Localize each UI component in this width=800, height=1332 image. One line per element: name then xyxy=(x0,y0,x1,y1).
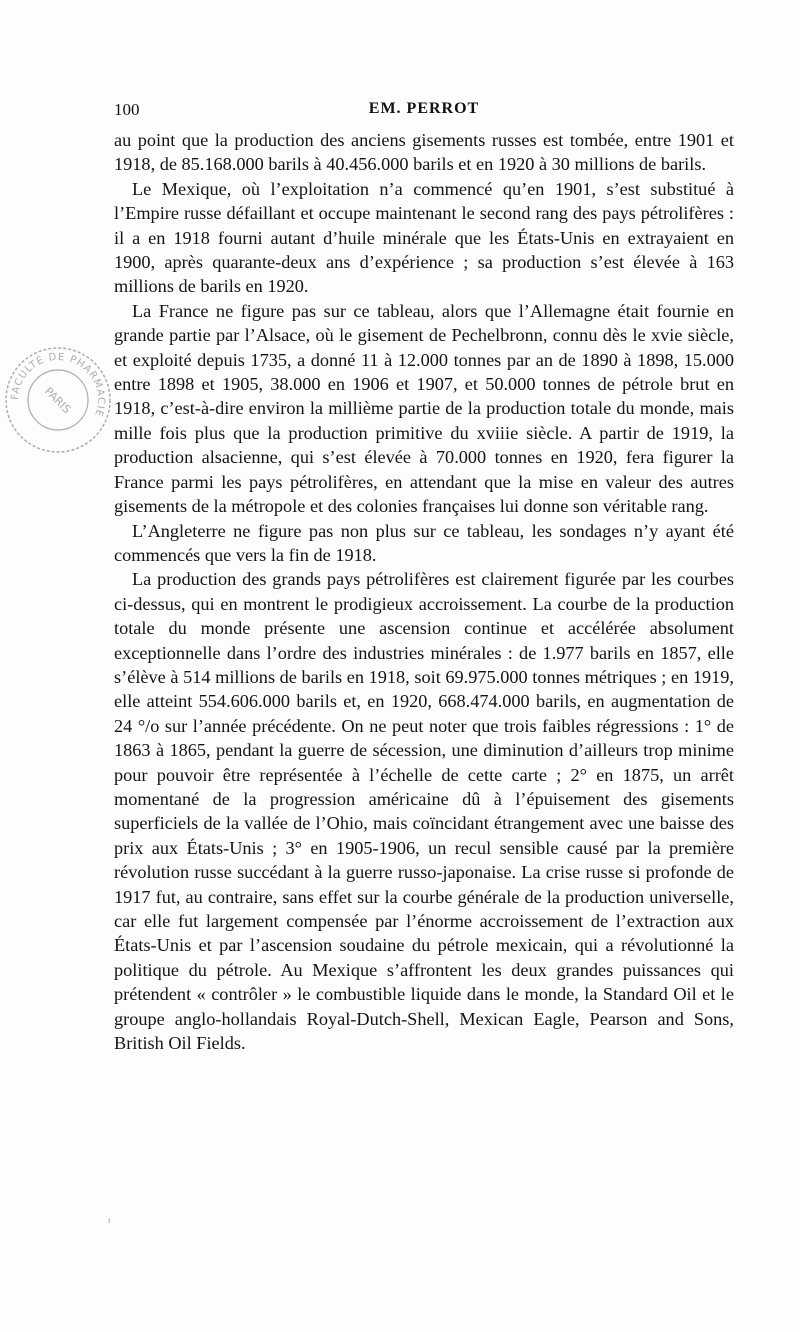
paragraph-mexique: Le Mexique, où l’exploitation n’a commencé qu’en 1901, s’est substitué à l’Empire russe défaillant et occupe maintenant le second rang des pays pétrolifères : il a en 1918 fourni autant d’huile minérale que les États-Unis en extrayaient en 1900, après quarante-deux ans d’expérience ; sa production s’est élevée à 163 millions de barils en 1920. xyxy=(114,178,734,297)
library-stamp xyxy=(2,344,114,456)
running-head xyxy=(114,100,734,124)
paragraph-continuation: au point que la production des anciens gisements russes est tombée, entre 1901 et 1918, de 85.168.000 barils à 40.456.000 barils et en 1920 à 30 millions de barils. xyxy=(114,130,734,175)
paragraph-france: La France ne figure pas sur ce tableau, alors que l’Allemagne était fournie en grande partie par l’Alsace, où le gisement de Pechelbronn, connu dès le xvie siècle, et exploité depuis 1735, a donné 11 à 12.000 tonnes par an de 1890 à 1898, 15.000 entre 1898 et 1905, 38.000 en 1906 et 1907, et 50.000 tonnes de pétrole brut en 1918, c’est-à-dire environ la millième partie de la production totale du monde, mais mille fois plus que la production primitive du xviiie siècle. A partir de 1919, la production alsacienne, qui s’est élevée à 70.000 tonnes en 1920, fera figurer la France parmi les pays pétrolifères, en attendant que la mise en valeur des autres gisements de la métropole et des colonies françaises lui donne son véritable rang. xyxy=(114,300,734,517)
running-head-author: EM. PERROT xyxy=(368,100,480,117)
paragraph-production-courbes: La production des grands pays pétrolifères est clairement figurée par les courbes ci-dessus, qui en montrent le prodigieux accroissement. La courbe de la production totale du monde présente une ascension continue et accélérée absolument exceptionnelle dans l’ordre des industries minérales : de 1.977 barils en 1857, elle s’élève à 514 millions de barils en 1918, soit 69.975.000 tonnes métriques ; en 1919, elle atteint 554.606.000 barils et, en 1920, 668.474.000 barils, en augmentation de 24 °/o sur l’année précédente. On ne peut noter que trois faibles régressions : 1° de 1863 à 1865, pendant la guerre de sécession, une diminution d’ailleurs trop minime pour pouvoir être représentée à l’échelle de cette carte ; 2° en 1875, un arrêt momentané de la progression américaine dû à l’épuisement des gisements superficiels de la vallée de l’Ohio, mais coïncidant étrangement avec une baisse des prix aux États-Unis ; 3° en 1905-1906, un recul sensible causé par la première révolution russe succédant à la guerre russo-japonaise. La crise russe si profonde de 1917 fut, au contraire, sans effet sur la courbe générale de la production universelle, car elle fut largement compensée par l’énorme accroissement de l’extraction aux États-Unis et par l’ascension soudaine du pétrole mexicain, qui a révolutionné la politique du pétrole. Au Mexique s’affrontent les deux grandes puissances qui prétendent « contrôler » le combustible liquide dans le monde, la Standard Oil et le groupe anglo-hollandais Royal-Dutch-Shell, Mexican Eagle, Pearson and Sons, British Oil Fields. xyxy=(114,569,734,1054)
stamp-center-text: PARIS xyxy=(41,384,74,417)
paragraph-angleterre: L’Angleterre ne figure pas non plus sur ce tableau, les sondages n’y ayant été commencés que vers la fin de 1918. xyxy=(114,520,734,565)
stamp-ring-text: FACULTÉ DE PHARMACIE xyxy=(9,351,107,419)
body-text xyxy=(114,128,734,1055)
margin-tick-mark: ı xyxy=(108,1216,111,1225)
page-number: 100 xyxy=(114,100,140,119)
